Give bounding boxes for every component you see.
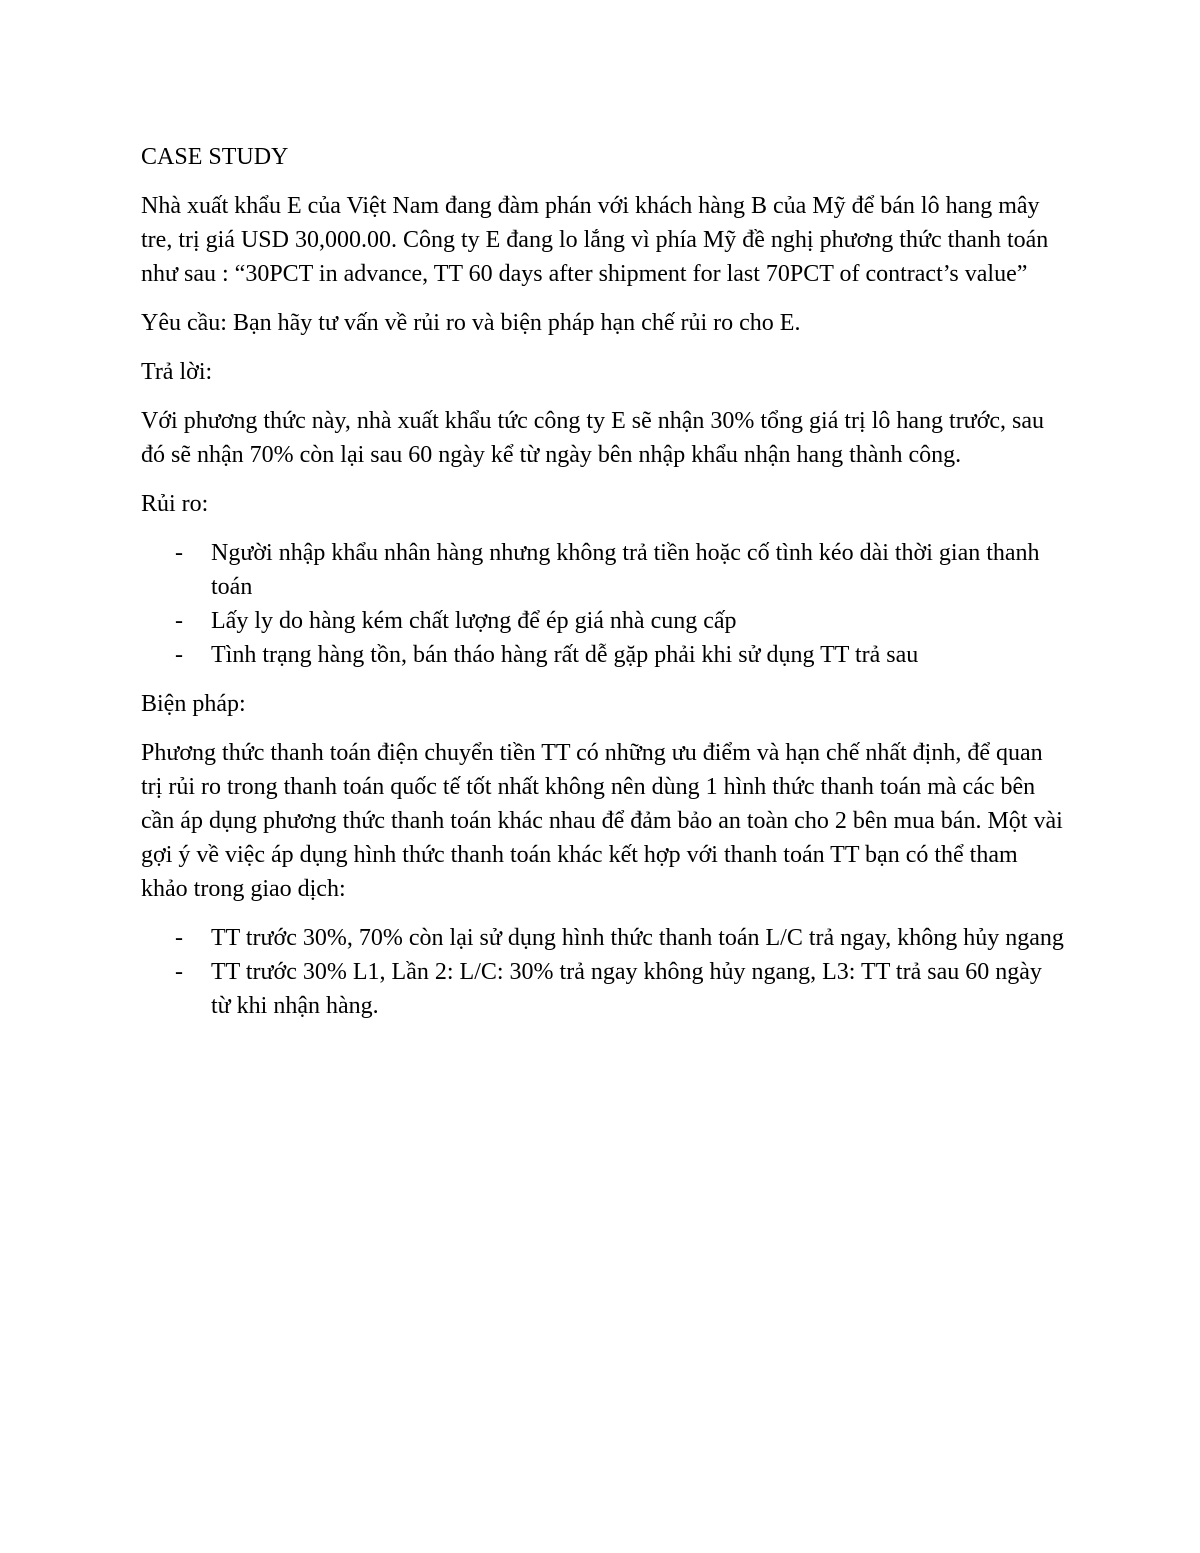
dash-bullet: - <box>175 642 183 668</box>
list-item <box>141 955 1066 1023</box>
list-item <box>141 921 1066 955</box>
list-item <box>141 604 1066 638</box>
answer-label: Trả lời: <box>141 359 213 385</box>
requirement-paragraph: Yêu cầu: Bạn hãy tư vấn về rủi ro và biện pháp hạn chế rủi ro cho E. <box>141 310 801 336</box>
risk-label: Rủi ro: <box>141 491 209 517</box>
dash-bullet: - <box>175 540 183 566</box>
measures-paragraph: Phương thức thanh toán điện chuyển tiền TT có những ưu điểm và hạn chế nhất định, để quan trị rủi ro trong thanh toán quốc tế tốt nhất không nên dùng 1 hình thức thanh toán mà các bên cần áp dụng phương thức thanh toán khác nhau để đảm bảo an toàn cho 2 bên mua bán. Một vài gợi ý về việc áp dụng hình thức thanh toán khác kết hợp với thanh toán TT bạn có thể tham khảo trong giao dịch: <box>141 740 1063 902</box>
answer-paragraph: Với phương thức này, nhà xuất khẩu tức công ty E sẽ nhận 30% tổng giá trị lô hang trước, sau đó sẽ nhận 70% còn lại sau 60 ngày kể từ ngày bên nhập khẩu nhận hang thành công. <box>141 408 1045 468</box>
measures-label: Biện pháp: <box>141 691 246 717</box>
dash-bullet: - <box>175 608 183 634</box>
list-item <box>141 638 1066 672</box>
measure-item-text: TT trước 30% L1, Lần 2: L/C: 30% trả ngay không hủy ngang, L3: TT trả sau 60 ngày từ khi nhận hàng. <box>211 959 1042 1019</box>
document-title: CASE STUDY <box>141 144 289 170</box>
risk-item-text: Tình trạng hàng tồn, bán tháo hàng rất dễ gặp phải khi sử dụng TT trả sau <box>211 642 919 668</box>
list-item <box>141 536 1066 604</box>
risk-list <box>141 536 1066 672</box>
risk-item-text: Lấy ly do hàng kém chất lượng để ép giá nhà cung cấp <box>211 608 737 634</box>
measure-item-text: TT trước 30%, 70% còn lại sử dụng hình thức thanh toán L/C trả ngay, không hủy ngang <box>211 925 1064 951</box>
measures-list <box>141 921 1066 1023</box>
risk-item-text: Người nhập khẩu nhân hàng nhưng không trả tiền hoặc cố tình kéo dài thời gian thanh toán <box>211 540 1040 600</box>
intro-paragraph: Nhà xuất khẩu E của Việt Nam đang đàm phán với khách hàng B của Mỹ để bán lô hang mây tre, trị giá USD 30,000.00. Công ty E đang lo lắng vì phía Mỹ đề nghị phương thức thanh toán như sau : “30PCT in advance, TT 60 days after shipment for last 70PCT of contract’s value” <box>141 193 1049 287</box>
document-page <box>141 140 1066 1038</box>
dash-bullet: - <box>175 959 183 985</box>
dash-bullet: - <box>175 925 183 951</box>
